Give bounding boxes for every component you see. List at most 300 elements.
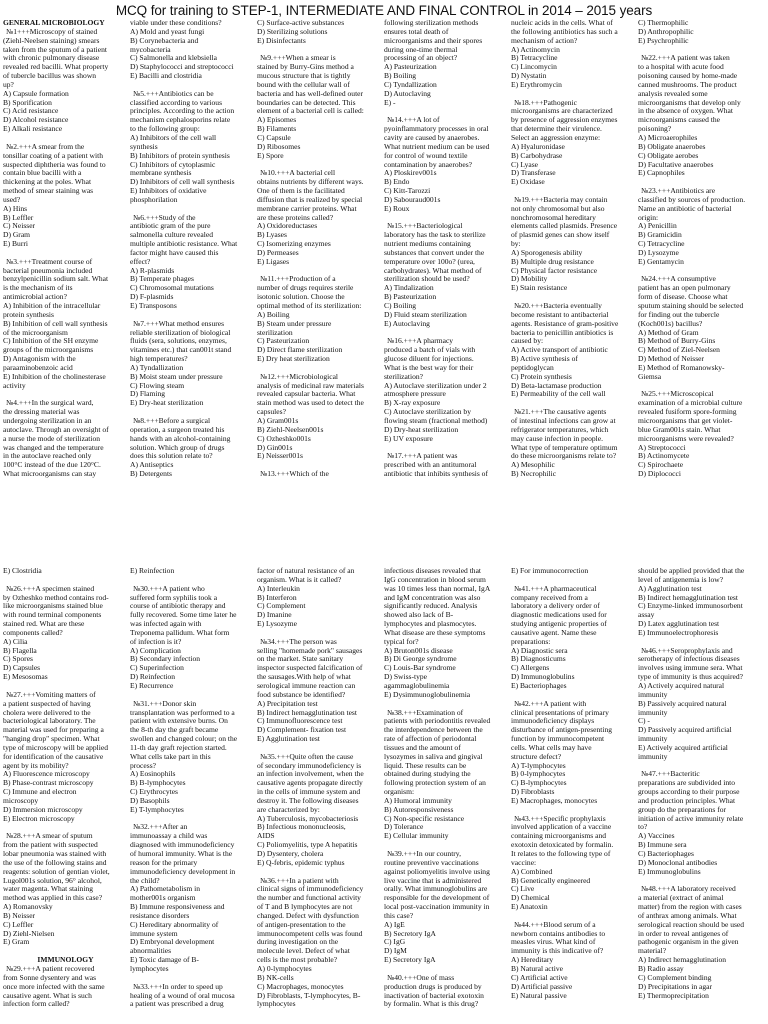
text-line: One of them is the facilitated <box>257 186 345 196</box>
text-line: A) Tindalization <box>384 283 434 293</box>
text-line: method of smear staining was <box>3 186 94 196</box>
text-line: fully recovered. Some time later he <box>130 610 237 620</box>
text-line: C) Leffler <box>3 919 34 929</box>
text-line: on the market. State sanitary <box>257 654 344 664</box>
text-line: nonchromosomal hereditary <box>511 212 596 222</box>
text-line: C) - <box>638 716 650 726</box>
text-column-4 <box>384 567 509 1021</box>
page-1 <box>3 19 765 499</box>
text-line: of anthrax among animals. What <box>638 910 737 920</box>
text-line: D) Monoclonal antibodies <box>638 857 718 867</box>
text-line: mucous structure that is tightly <box>257 71 351 81</box>
text-line: D) Basophils <box>130 795 170 805</box>
text-line: B) Phase-contrast microscopy <box>3 778 94 788</box>
text-line: D) Reinfection <box>130 672 176 682</box>
text-line: initiation of active immunity relate <box>638 813 744 823</box>
text-line: of plasmid genes can show itself <box>511 230 610 240</box>
text-line: (Koch001s) bacillus? <box>638 318 703 328</box>
text-line: C) Live <box>511 884 535 894</box>
text-line: C) Complement binding <box>638 972 712 982</box>
text-line: patient with extensive burns. On <box>130 716 228 726</box>
text-line: A) Active transport of antibiotic <box>511 345 608 355</box>
text-line: mechanism of action? <box>511 35 578 45</box>
text-line: lobar pneumonia was stained with <box>3 849 107 858</box>
question-start: №3.+++Treatment course of <box>6 256 93 266</box>
text-line: patients with periodontitis revealed <box>384 716 491 726</box>
text-line: agammaglobulinemia <box>384 680 450 690</box>
question-start: №24.+++A consumptive <box>641 274 716 284</box>
text-line: E) Toxic damage of B- <box>130 955 199 965</box>
text-line: autoclave. Through an oversight of <box>3 424 109 434</box>
text-line: a patient suspected of having <box>3 698 91 708</box>
text-line: examination of a microbial culture <box>638 398 743 408</box>
text-column-1 <box>3 19 128 499</box>
text-line: clinical presentations of primary <box>511 707 609 717</box>
question-start: №33.+++In order to speed up <box>133 981 223 991</box>
text-line: cholera were delivered to the <box>3 707 91 717</box>
text-line: E) Q-febris, epidemic typhus <box>257 857 345 867</box>
text-line: microorganisms that get violet- <box>638 415 733 425</box>
text-line: preparations: <box>511 636 551 646</box>
question-start: №13.+++Which of the <box>260 469 329 479</box>
text-line: to? <box>638 822 648 832</box>
text-line: causative agent. Name these <box>511 627 597 637</box>
text-line: protein synthesis <box>3 309 54 319</box>
text-line: A) Actinomycin <box>511 44 560 54</box>
text-line: A) Precipitation test <box>257 698 318 708</box>
text-line: C) Acid resistance <box>3 106 59 116</box>
text-line: transplantation was performed to a <box>130 707 235 717</box>
text-line: B) Pasteurization <box>384 292 437 302</box>
text-line: C) Inhibition of the SH enzyme <box>3 336 99 346</box>
text-line: factor of natural resistance of an <box>257 567 355 575</box>
text-line: patient has an open pulmonary <box>638 283 731 293</box>
text-line: B) Secondary infection <box>130 654 200 664</box>
question-start: №28.+++A smear of sputum <box>6 831 93 841</box>
question-start: №1+++Microscopy of stained <box>6 26 98 36</box>
question-start: №26.+++A specimen stained <box>6 583 95 593</box>
question-start: №7.+++What method ensures <box>133 318 225 328</box>
text-line: elements called plasmids. Presence <box>511 221 618 231</box>
text-column-1 <box>3 567 128 1021</box>
text-line: of T and B lymphocytes are not <box>257 902 353 912</box>
text-line: D) Direct flame sterilization <box>257 345 343 355</box>
text-line: C) Immunofluorescence test <box>257 716 343 726</box>
text-line: E) Immunoglobulins <box>638 866 701 876</box>
text-line: E) T-lymphocytes <box>130 804 184 814</box>
text-line: A) Tuberculosis, mycobacteriosis <box>257 813 359 823</box>
text-line: B) Neisser <box>3 910 36 920</box>
text-line: nutrient mediums containing <box>384 239 471 249</box>
text-line: classified by sources of production. <box>638 194 746 204</box>
text-line: A) Humoral immunity <box>384 795 452 805</box>
text-line: against poliomyelitis involve using <box>384 866 490 876</box>
text-line: A) Boiling <box>257 309 290 319</box>
text-line: B) Active synthesis of <box>511 354 578 364</box>
text-line: What disease are these symptoms <box>384 627 486 637</box>
text-line: a material (extract of animal <box>638 893 724 903</box>
text-line: fluids (sera, solutions, enzymes, <box>130 336 227 346</box>
text-line: serological immune reaction can <box>257 680 356 690</box>
text-line: effect? <box>130 256 151 266</box>
text-line: principles. According to the action <box>130 106 235 116</box>
text-line: E) Recurrence <box>130 680 174 690</box>
text-line: membrane carrier proteins. What <box>257 203 357 213</box>
text-line: inactivation of bacterial exotoxin <box>384 990 484 1000</box>
text-line: the sausages.With help of what <box>257 672 351 682</box>
question-start: №4.+++In the surgical ward, <box>6 398 94 408</box>
text-line: immunity <box>638 734 668 744</box>
question-start: №39.+++In our country, <box>387 849 461 858</box>
text-line: B) 0-lymphocytes <box>511 769 566 779</box>
text-line: typical for? <box>384 636 419 646</box>
text-line: B) X-ray exposure <box>384 398 441 408</box>
text-line: mother001s organism <box>130 893 196 903</box>
text-line: D) Chemical <box>511 893 550 903</box>
text-line: A) Agglutination test <box>638 583 702 593</box>
text-line: C) B-lymphocytes <box>511 778 567 788</box>
text-line: D) Gin001s <box>257 442 293 452</box>
text-line: C) Lincomycin <box>511 62 557 72</box>
text-line: C) Kitt-Tarozzi <box>384 186 431 196</box>
text-line: mechanism cephalosporins relate <box>130 115 231 125</box>
text-line: from the patient with suspected <box>3 840 98 850</box>
text-line: C) Pasteurization <box>257 336 310 346</box>
text-line: D) Imanine <box>257 610 292 620</box>
text-line: D) Sabouraud001s <box>384 194 441 204</box>
text-line: reliable sterilization of biological <box>130 327 231 337</box>
text-line: E) Electron microscopy <box>3 813 75 823</box>
text-line: D) Sterilizing solutions <box>257 26 328 36</box>
text-line: paraaminobenzoic acid <box>3 362 73 372</box>
text-line: is the mechanism of its <box>3 283 73 293</box>
text-line: A) 0-lymphocytes <box>257 963 312 973</box>
text-line: C) Protein synthesis <box>511 371 572 381</box>
text-line: operation, a surgeon treated his <box>130 424 225 434</box>
text-line: used? <box>3 194 21 204</box>
question-start: №14.+++A lot of <box>387 115 440 125</box>
text-line: A) Vaccines <box>638 831 675 841</box>
text-line: C) Tetracycline <box>638 239 685 249</box>
text-line: C) Isomerizing enzymes <box>257 239 331 249</box>
text-line: that determine their virulence. <box>511 124 602 134</box>
question-start: №48.+++A laboratory received <box>641 884 736 894</box>
text-line: E) Cellular immunity <box>384 831 449 841</box>
text-line: clinical signs of immunodeficiency <box>257 884 364 894</box>
text-line: microorganisms that develop only <box>638 97 741 107</box>
text-line: substances that convert under the <box>384 247 485 257</box>
text-line: E) Transposons <box>130 301 177 310</box>
text-line: D) Ribosomes <box>257 141 301 151</box>
text-line: E) Dry heat sterilization <box>257 354 330 364</box>
text-line: structure defect? <box>511 751 562 761</box>
text-line: C) Salmonella and klebsiella <box>130 53 217 63</box>
text-line: B) Detergents <box>130 469 172 479</box>
text-line: E) Roux <box>384 203 410 213</box>
text-line: E) Dysimmunoglobulinemia <box>384 689 471 699</box>
text-line: microorganisms are characterized <box>511 106 613 116</box>
text-line: D) Passively acquired artificial <box>638 725 732 735</box>
text-line: B) Multiple drug resistance <box>511 256 594 266</box>
text-line: C) Artificial active <box>511 972 568 982</box>
text-line: A) R-plasmids <box>130 265 175 275</box>
text-column-6 <box>638 19 763 499</box>
text-line: B) Infectious mononucleosis, <box>257 822 346 832</box>
text-line: diagnostic medications used for <box>511 610 607 620</box>
text-line: immunity <box>638 707 668 717</box>
text-line: laboratory has the task to sterilize <box>384 230 486 240</box>
text-line: a nurse the mode of sterilization <box>3 433 101 443</box>
text-line: agents. Resistance of gram-positive <box>511 318 619 328</box>
text-line: C) Flowing steam <box>130 380 185 390</box>
text-line: do these microorganisms relate to? <box>511 451 617 461</box>
text-line: A) Inhibition of the intracellular <box>3 301 101 310</box>
text-line: D) Ziehl-Nielsen <box>3 928 55 938</box>
question-start: №21.+++The causative agents <box>514 407 607 417</box>
text-line: Lugol001s solution, 96° alcohol, <box>3 875 102 885</box>
text-line: E) Stain resistance <box>511 283 568 293</box>
question-start: №27.+++Vomiting matters of <box>6 689 96 699</box>
text-line: D) Alcohol resistance <box>3 115 69 125</box>
text-line: microorganisms were revealed? <box>638 433 734 443</box>
text-line: C) Allergens <box>511 663 550 673</box>
text-line: E) Alkali resistance <box>3 124 63 134</box>
text-line: type of microscopy will be applied <box>3 742 109 752</box>
text-line: A) Indirect hemagglutination <box>638 955 727 965</box>
question-start: №42.+++A patient with <box>514 698 587 708</box>
text-line: become resistant to antibacterial <box>511 309 609 319</box>
text-line: immunity <box>638 689 668 699</box>
text-line: studying antigenic properties of <box>511 619 607 629</box>
text-line: D) Fluid steam sterilization <box>384 309 467 319</box>
text-line: thickening at the poles. What <box>3 177 92 187</box>
text-column-4 <box>384 19 509 499</box>
text-line: pyoinflammatory processes in oral <box>384 124 489 134</box>
text-line: capsules? <box>257 407 286 417</box>
text-line: was 10 times less than normal, IgA <box>384 583 491 593</box>
text-line: type of immunity is thus acquired? <box>638 672 744 682</box>
text-line: does this solution relate to? <box>130 451 213 461</box>
text-line: resistance disorders <box>130 910 190 920</box>
text-line: IgG concentration in blood serum <box>384 574 486 584</box>
text-line: B) Inhibitors of protein synthesis <box>130 150 230 160</box>
text-line: lymphocytes <box>130 963 169 973</box>
text-column-3 <box>257 19 382 499</box>
text-line: D) Antagonism with the <box>3 354 76 364</box>
question-start: №44.+++Blood serum of a <box>514 919 596 929</box>
text-column-2 <box>130 19 255 499</box>
text-line: immunoassay a child was <box>130 831 208 841</box>
text-line: boundaries can be detected. This <box>257 97 356 107</box>
text-line: What type of temperature optimum <box>511 442 618 452</box>
text-line: C) Autoclave sterilization by <box>384 407 471 417</box>
text-line: B) Natural active <box>511 963 563 973</box>
text-line: A) Gram001s <box>257 415 299 425</box>
text-line: B) Interferon <box>257 592 297 602</box>
text-line: It relates to the following type of <box>511 849 611 858</box>
text-line: E) Erythromycin <box>511 79 562 89</box>
text-line: bound with the cellular wall of <box>257 79 350 89</box>
text-line: E) Autoclaving <box>384 318 430 328</box>
text-column-3 <box>257 567 382 1021</box>
text-line: E) Disinfectants <box>257 35 306 45</box>
text-line: A) Hins <box>3 203 28 213</box>
text-line: for finding out the tubercle <box>638 309 720 319</box>
text-line: A) Tyndallization <box>130 362 184 372</box>
text-line: flowing steam (fractional method) <box>384 415 488 425</box>
text-line: C) Non-specific resistance <box>384 813 465 823</box>
text-line: E) Burri <box>3 239 28 249</box>
text-line: E) Mesosomas <box>3 672 48 682</box>
text-line: in the cells of immune system and <box>257 787 361 797</box>
text-line: assay <box>638 610 655 620</box>
text-line: lymphocytes <box>257 999 296 1009</box>
text-line: material was used for preparing a <box>3 725 104 735</box>
text-line: A) Autoclave sterilization under 2 <box>384 380 487 390</box>
text-line: caused by: <box>511 336 544 346</box>
text-line: D) Latex agglutination test <box>638 619 720 629</box>
text-line: for control of wound textile <box>384 150 468 160</box>
text-line: hands with an alcohol-containing <box>130 433 231 443</box>
text-line: not only chromosomal but also <box>511 203 605 213</box>
text-column-5 <box>511 19 636 499</box>
text-line: by: <box>511 239 521 249</box>
text-line: B) Immune sera <box>638 840 687 850</box>
text-line: E) Macrophages, monocytes <box>511 795 598 805</box>
text-line: Treponema pallidum. What form <box>130 627 230 637</box>
text-line: C) Physical factor resistance <box>511 265 598 275</box>
text-line: B) Indirect hemagglutination test <box>638 592 738 602</box>
text-line: B) Autoresponsiveness <box>384 804 454 814</box>
text-line: Giemsa <box>638 371 662 381</box>
text-line: D) Flaming <box>130 389 166 399</box>
text-line: B) Boiling <box>384 71 417 81</box>
text-line: sputum staining should be selected <box>638 301 744 310</box>
text-line: D) Lysozyme <box>638 247 679 257</box>
text-line: B) Tetracycline <box>511 53 558 63</box>
text-line: liquid. These results can be <box>384 760 467 770</box>
text-line: B) Moist steam under pressure <box>130 371 223 381</box>
text-line: D) Mobility <box>511 274 548 284</box>
text-line: contamination by anaerobes? <box>384 159 473 169</box>
text-line: C) Obligate aerobes <box>638 150 699 160</box>
text-line: analysis of medicinal raw materials <box>257 380 364 390</box>
text-line: A) Hereditary <box>511 955 554 965</box>
document-title: MCQ for training to STEP-1, INTERMEDIATE AND FINAL CONTROL in 2014 – 2015 years <box>115 3 653 18</box>
text-line: lymphocytes and plasmocytes. <box>384 619 477 629</box>
text-line: vaccine: <box>511 857 537 867</box>
question-start: №11.+++Production of a <box>260 274 336 284</box>
text-line: E) Inhibitors of oxidative <box>130 186 207 196</box>
text-line: A) Hyaluronidase <box>511 141 565 151</box>
text-line: E) Inhibition of the cholinesterase <box>3 371 106 381</box>
text-line: mycobacteria <box>130 44 171 54</box>
text-line: in the absence of oxygen. What <box>638 106 734 116</box>
text-line: revealed red bacilli. What property <box>3 62 109 72</box>
text-line: E) Reinfection <box>130 567 175 575</box>
text-line: A) Capsule formation <box>3 88 69 98</box>
question-start: №12.+++Microbiological <box>260 371 339 381</box>
text-line: B) Actinomycete <box>638 451 690 461</box>
text-line: sterilization should be used? <box>384 274 470 284</box>
text-line: disturbance of antigen-presenting <box>511 725 613 735</box>
text-line: significantly reduced. Analysis <box>384 601 478 611</box>
text-line: E) - <box>384 97 396 107</box>
text-line: D) Inhibitors of cell wall synthesis <box>130 177 235 187</box>
text-line: B) Leffler <box>3 212 34 222</box>
text-line: C) Spores <box>3 654 33 664</box>
text-line: laboratory a delivery order of <box>511 601 600 611</box>
text-line: C) Boiling <box>384 301 417 310</box>
text-line: C) Lyase <box>511 159 539 169</box>
text-line: A) T-lymphocytes <box>511 760 566 770</box>
text-line: rate of affection of periodontal <box>384 734 477 744</box>
text-line: healing of a wound of oral mucosa <box>130 990 235 1000</box>
text-line: undergoing sterilization in an <box>3 415 92 425</box>
text-line: revealed fusiform spore-forming <box>638 407 737 417</box>
text-line: analysis revealed some <box>638 88 708 98</box>
text-line: D) Gram <box>3 230 31 240</box>
text-line: activity <box>3 380 26 390</box>
text-line: A) Ploskirev001s <box>384 168 437 178</box>
text-line: function by immunocompetent <box>511 734 605 744</box>
text-line: serotherapy of infectious diseases <box>638 654 740 664</box>
text-line: routine preventive vaccinations <box>384 857 479 867</box>
text-line: molecule level. Defect of what <box>257 946 350 956</box>
text-line: of antigen-presentation to the <box>257 919 346 929</box>
text-line: 11-th day graft rejection started. <box>130 742 227 752</box>
question-start: №23.+++Antibiotics are <box>641 186 716 196</box>
text-line: bacteria and has well-defined outer <box>257 88 364 98</box>
text-line: selling "homemade pork" sausages <box>257 645 363 655</box>
text-line: D) Swiss-type <box>384 672 427 682</box>
text-line: C) Method of Ziel-Neelsen <box>638 345 720 355</box>
text-line: benzylpenicillin sodium salt. What <box>3 274 109 284</box>
text-line: the 8-th day the graft became <box>130 725 219 735</box>
text-line: once more infected with the same <box>3 981 105 991</box>
text-line: stain method was used to detect the <box>257 398 364 408</box>
text-line: should be applied provided that the <box>638 567 745 575</box>
text-line: orally. What immunoglobulins are <box>384 884 488 894</box>
text-line: optimal method of its sterilization: <box>257 301 362 310</box>
text-line: E) Oxidase <box>511 177 545 187</box>
text-line: of tubercle bacillus was shown <box>3 71 97 81</box>
text-line: B) B-lymphocytes <box>130 778 186 788</box>
text-line: newborn contains antibodies to <box>511 928 606 938</box>
text-line: high temperatures? <box>130 354 188 364</box>
text-line: sterilization? <box>384 371 423 381</box>
text-line: B) Di George syndrome <box>384 654 457 664</box>
text-line: immune system <box>130 928 178 938</box>
text-line: E) Neisser001s <box>257 451 303 461</box>
text-line: company received from a <box>511 592 588 602</box>
text-line: preparations are subdivided into <box>638 778 736 788</box>
text-line: E) Method of Romanowsky- <box>638 362 725 372</box>
text-line: AIDS <box>257 831 275 841</box>
text-line: D) Immunoglobulins <box>511 672 575 682</box>
text-line: the following antibiotics has such a <box>511 26 618 36</box>
text-line: A) Sporogenesis ability <box>511 247 583 257</box>
question-start: №19.+++Bacteria may contain <box>514 194 608 204</box>
text-line: bacteria to penicillin antibiotics is <box>511 327 614 337</box>
question-start: №34.+++The person was <box>260 636 337 646</box>
text-line: factor might have caused this <box>130 247 219 257</box>
question-start: №10.+++A bacterial cell <box>260 168 336 178</box>
text-line: organism: <box>384 787 415 797</box>
text-line: antibiotic that inhibits synthesis of <box>384 469 488 479</box>
text-line: classified according to various <box>130 97 222 107</box>
text-line: B) Gramicidin <box>638 230 682 240</box>
